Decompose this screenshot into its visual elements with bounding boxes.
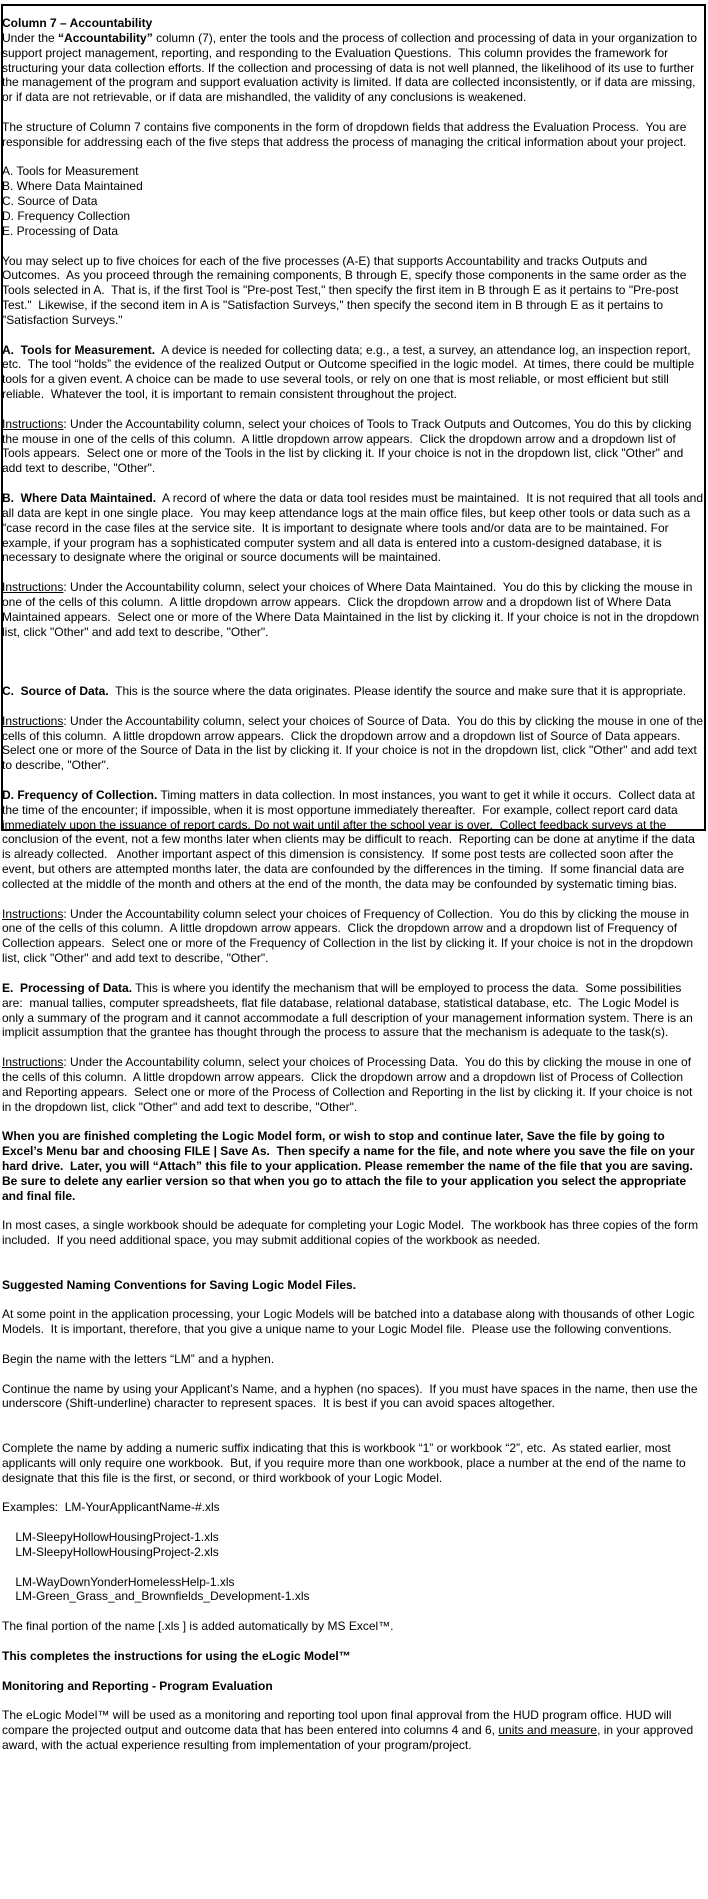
blank-line xyxy=(2,565,704,580)
para-c-instructions xyxy=(2,713,707,773)
para-monitoring-tool xyxy=(2,1708,704,1753)
para-single-workbook xyxy=(2,1218,704,1248)
blank-line xyxy=(2,1426,704,1441)
text-run: The structure of Column 7 contains five components in the form of dropdown fields that address the Evaluation Process. You are responsible for addressing each of the five steps that address the process of managing the critical information about your project. xyxy=(2,119,690,149)
text-run: Monitoring and Reporting - Program Evaluation xyxy=(2,1678,273,1693)
text-run: A. Tools for Measurement. xyxy=(2,342,156,357)
text-run: The final portion of the name [.xls ] is added automatically by MS Excel™. xyxy=(2,1619,394,1634)
example-filename-1 xyxy=(2,1530,704,1545)
blank-line xyxy=(2,669,704,684)
list-item-a xyxy=(2,164,704,179)
text-run: B. Where Data Maintained. xyxy=(2,491,157,505)
text-run: Instructions xyxy=(2,416,64,431)
text-run: This completes the instructions for using the eLogic Model™ xyxy=(2,1648,351,1663)
text-run: Continue the name by using your Applicant’s Name, and a hyphen (no spaces). If you must have spaces in the name, then use the underscore (Shift-underline) character to represent spaces. It is best if you can avoid spaces altogether. xyxy=(2,1381,701,1411)
text-run: A record of where the data or data tool resides must be maintained. It is not required that all tools and all data are kept in one single place. You may keep attendance logs at the main office files, but keep other tools or data such as a "case record in the case files at the service site. It is important to designate where tools and/or data are to be maintained. For example, if your program has a sophisticated computer system and all data is entered into a custom-designed database, it is necessary to designate where the original or source documents will be maintained. xyxy=(2,491,707,565)
blank-line xyxy=(2,1040,704,1055)
blank-line xyxy=(2,966,704,981)
para-d-frequency xyxy=(2,788,704,892)
text-run: : Under the Accountability column, select your choices of Where Data Maintained. You do this by clicking the mouse in one of the cells of this column. A little dropdown arrow appears. Click the dropdown arrow and a dropdown list of Where Data Maintained appears. Select one or more of the Where Data Maintained in the list by clicking it. If your choice is not in the dropdown list, click "Other" and add text to describe, "Other". xyxy=(2,580,703,639)
blank-line xyxy=(2,1604,704,1619)
text-run: C. Source of Data xyxy=(2,194,98,209)
para-batched-database xyxy=(2,1307,704,1337)
heading-naming-conventions xyxy=(2,1278,704,1293)
text-run: Suggested Naming Conventions for Saving Logic Model Files. xyxy=(2,1277,357,1292)
text-run: This is the source where the data originates. Please identify the source and make sure that it is appropriate. xyxy=(108,683,687,698)
text-run: At some point in the application processing, your Logic Models will be batched into a database along with thousands of other Logic Models. It is important, therefore, that you give a unique name to your Logic Model file. Please use the following conventions. xyxy=(2,1307,698,1337)
para-completes-instructions xyxy=(2,1649,704,1664)
blank-line xyxy=(2,476,704,491)
para-e-instructions xyxy=(2,1055,704,1114)
text-run: Column 7 – Accountability xyxy=(2,16,153,30)
blank-line xyxy=(2,1693,704,1708)
para-examples-label xyxy=(2,1500,704,1515)
text-run: LM-WayDownYonderHomelessHelp-1.xls xyxy=(2,1574,235,1589)
blank-line xyxy=(2,1411,704,1426)
list-item-b xyxy=(2,179,704,194)
blank-line xyxy=(2,402,704,417)
blank-line xyxy=(2,1560,704,1575)
blank-line xyxy=(2,654,704,669)
text-run: Instructions xyxy=(2,713,64,728)
para-b-instructions xyxy=(2,580,704,639)
blank-line xyxy=(2,1337,704,1352)
para-c-source xyxy=(2,684,704,699)
text-run: The eLogic Model™ will be used as a monitoring and reporting tool upon final approval from the HUD program office. HUD will compare the projected output and outcome data that has been entered into columns 4 and 6, xyxy=(2,1708,675,1738)
blank-line xyxy=(2,1293,704,1308)
text-run: : Under the Accountability column, select your choices of Source of Data. You do this by clicking the mouse in one of the cells of this column. A little dropdown arrow appears. Click the dropdown arrow and a dropdown list of Source of Data appears. Select one or more of the Source of Data in the list by clicking it. If your choice is not in the dropdown list, click "Other" and add text to describe, "Other". xyxy=(2,713,707,773)
text-run: You may select up to five choices for each of the five processes (A-E) that supports Accountability and tracks Outputs and Outcomes. As you proceed through the remaining components, B through E, specify those components in the same order as the Tools selected in A. That is, if the first Tool is "Pre-post Test," then specify the first item in B through E as it pertains to "Pre-post Test." Likewise, if the second item in A is "Satisfaction Surveys," then specify the second item in B through E as it pertains to "Satisfaction Surveys." xyxy=(2,253,690,327)
text-run: units and measure xyxy=(498,1723,598,1738)
text-run: Complete the name by adding a numeric suffix indicating that this is workbook “1” or workbook “2”, etc. As stated earlier, most applicants will only require one workbook. But, if you require more than one workbook, place a number at the end of the name to designate that this file is the first, or second, or third workbook of your Logic Model. xyxy=(2,1441,690,1485)
text-run: Examples: LM-YourApplicantName-#.xls xyxy=(2,1500,220,1515)
text-run: LM-SleepyHollowHousingProject-1.xls xyxy=(2,1530,219,1545)
para-a-instructions xyxy=(2,417,704,476)
text-run: This is where you identify the mechanism that will be employed to process the data. Some possibilities are: manual tallies, computer spreadsheets, flat file database, relational database, statistical database, etc. The Logic Model is only a summary of the program and it cannot accommodate a full description of your management information system. There is an implicit assumption that the grantee has thought through the process to assure that the mechanism is adequate to the task(s). xyxy=(2,980,697,1040)
blank-line xyxy=(2,1486,704,1501)
blank-line xyxy=(2,1204,704,1219)
para-continue-name xyxy=(2,1382,704,1412)
para-b-where-data xyxy=(2,491,707,565)
text-run: C. Source of Data. xyxy=(2,683,109,698)
example-filename-4 xyxy=(2,1589,704,1604)
text-run: Instructions xyxy=(2,1055,64,1070)
para-structure xyxy=(2,120,704,150)
para-complete-name xyxy=(2,1441,704,1486)
text-run: : Under the Accountability column select your choices of Frequency of Collection. You do this by clicking the mouse in one of the cells of this column. A little dropdown arrow appears. Click the dropdown arrow and a dropdown list of Frequency of Collection appears. Select one or more of the Frequency of Collection in the list by clicking it. If your choice is not in the dropdown list, click "Other" and add text to describe, "Other". xyxy=(2,906,697,966)
blank-line xyxy=(2,773,704,788)
para-five-choices xyxy=(2,254,704,328)
blank-line xyxy=(2,1367,704,1382)
para-a-tools xyxy=(2,343,704,402)
para-final-portion xyxy=(2,1619,704,1634)
text-run: Under the xyxy=(2,30,59,45)
blank-line xyxy=(2,699,704,714)
text-run: D. Frequency of Collection. xyxy=(2,787,158,802)
para-accountability-intro xyxy=(2,31,704,105)
para-d-instructions xyxy=(2,907,704,966)
blank-line xyxy=(2,1634,704,1649)
blank-line xyxy=(2,239,704,254)
text-run: LM-Green_Grass_and_Brownfields_Development-1.xls xyxy=(2,1589,310,1604)
text-run: , in your approved award, with the actual experience resulting from implementation of your program/project. xyxy=(2,1723,697,1752)
heading-column-7 xyxy=(2,16,704,31)
list-item-d xyxy=(2,209,704,224)
text-run: LM-SleepyHollowHousingProject-2.xls xyxy=(2,1544,219,1559)
text-run: When you are finished completing the Logic Model form, or wish to stop and continue later, Save the file by going to Excel’s Menu bar and choosing FILE | Save As. Then specify a name for the file, and note where you save the file on your hard drive. Later, you will “Attach” this file to your application. Please remember the name of the file that you are saving. Be sure to delete any earlier version so that when you go to attach the file to your application you select the appropriate and final file. xyxy=(2,1129,700,1203)
example-filename-2 xyxy=(2,1545,704,1560)
text-run: A device is needed for collecting data; e.g., a test, a survey, an attendance log, an inspection report, etc. The tool “holds” the evidence of the realized Output or Outcome specified in the logic model. At times, there could be multiple tools for a given event. A choice can be made to use several tools, or rely on one that is most reliable, or most efficient but still reliable. Whatever the tool, it is important to remain consistent throughout the project. xyxy=(2,342,698,402)
text-run: “Accountability” xyxy=(58,30,153,45)
text-run: : Under the Accountability column, select your choices of Tools to Track Outputs and Outcomes, You do this by clicking the mouse in one of the cells of this column. A little dropdown arrow appears. Click the dropdown arrow and a dropdown list of Tools appears. Select one or more of the Tools in the list by clicking it. If your choice is not in the dropdown list, click "Other" and add text to describe, "Other". xyxy=(2,416,695,476)
heading-monitoring-reporting xyxy=(2,1679,704,1694)
blank-line xyxy=(2,150,704,165)
blank-line xyxy=(2,1114,704,1129)
text-run: Instructions xyxy=(2,580,64,595)
text-run: Timing matters in data collection. In most instances, you want to get it while it occurs. Collect data at the time of the encounter; if impossible, when it is most opportune immediately thereafter. For example, collect report card data immediately upon the issuance of report cards. Do not wait until after the school year is over. Collect feedback surveys at the conclusion of the event, not a few months later when clients may be difficult to reach. Reporting can be done at anytime if the data is already collected. Another important aspect of this dimension is consistency. If some post tests are collected soon after the event, but others are attempted months later, the data are confounded by the differences in the timing. If some financial data are collected at the middle of the month and others at the end of the month, the data may be confounded by systematic timing bias. xyxy=(2,787,699,891)
blank-line xyxy=(2,1515,704,1530)
text-run: A. Tools for Measurement xyxy=(2,164,139,179)
para-begin-name xyxy=(2,1352,704,1367)
text-run: E. Processing of Data. xyxy=(2,980,133,995)
text-run: B. Where Data Maintained xyxy=(2,179,143,194)
list-item-c xyxy=(2,194,704,209)
text-run: column (7), enter the tools and the process of collection and processing of data in your organization to support project management, reporting, and responding to the Evaluation Questions. This column provides the framework for structuring your data collection efforts. If the collection and processing of data is not well planned, the likelihood of its use to further the management of the program and support evaluation activity is limited. If data are collected inconsistently, or if data are missing, or if data are not retrievable, or if data are mishandled, the validity of any conclusions is weakened. xyxy=(2,30,701,105)
text-run: D. Frequency Collection xyxy=(2,208,131,223)
para-e-processing xyxy=(2,981,704,1040)
blank-line xyxy=(2,1263,704,1278)
text-run: In most cases, a single workbook should be adequate for completing your Logic Model. The workbook has three copies of the form included. If you need additional space, you may submit additional copies of the workbook as needed. xyxy=(2,1218,702,1248)
blank-line xyxy=(2,892,704,907)
blank-line xyxy=(2,105,704,120)
text-run: Begin the name with the letters “LM” and a hyphen. xyxy=(2,1351,275,1366)
text-run: E. Processing of Data xyxy=(2,223,119,238)
blank-line xyxy=(2,328,704,343)
para-save-file xyxy=(2,1129,704,1203)
example-filename-3 xyxy=(2,1575,704,1590)
text-run: : Under the Accountability column, select your choices of Processing Data. You do this by clicking the mouse in one of the cells of this column. A little dropdown arrow appears. Click the dropdown arrow and a dropdown list of Process of Collection and Reporting appears. Select one or more of the Process of Collection and Reporting in the list by clicking it. If your choice is not in the dropdown list, click "Other" and add text to describe, "Other". xyxy=(2,1055,696,1114)
list-item-e xyxy=(2,224,704,239)
blank-line xyxy=(2,1664,704,1679)
text-run: Instructions xyxy=(2,906,64,921)
blank-line xyxy=(2,639,704,654)
blank-line xyxy=(2,1248,704,1263)
